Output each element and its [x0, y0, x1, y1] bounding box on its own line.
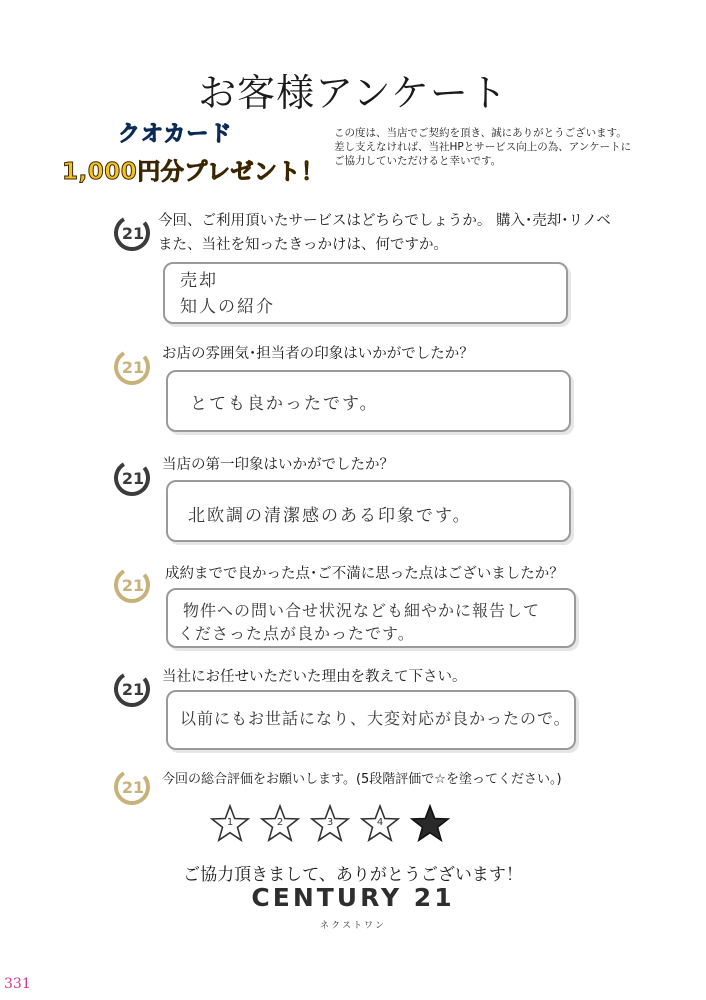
answer-1-line1: 売却 [180, 271, 218, 291]
answer-3: 北欧調の清潔感のある印象です。 [188, 506, 472, 526]
star-4[interactable] [360, 804, 400, 844]
rating-question: 今回の総合評価をお願いします。(5段階評価で☆を塗ってください。) [162, 772, 562, 787]
badge-label: 21 [121, 576, 145, 595]
badge-label: 21 [121, 680, 145, 699]
answer-4-line2: くださった点が良かったです。 [178, 624, 415, 643]
intro-line: 差し支えなければ、当社HPとサービス向上の為、アンケートに [334, 141, 632, 153]
survey-title: お客様アンケート [198, 71, 508, 115]
century21-logo-icon [113, 214, 151, 252]
question-1-line1: 今回、ご利用頂いたサービスはどちらでしょうか。 購入･売却･リノベ [158, 213, 611, 229]
thanks-message: ご協力頂きまして、ありがとうございます！ [183, 865, 523, 885]
answer-5: 以前にもお世話になり、大変対応が良かったので。 [180, 709, 571, 728]
star-filled-icon [410, 804, 450, 844]
badge-label: 21 [121, 358, 145, 377]
star-rating [210, 804, 450, 844]
century21-logo-icon [113, 768, 151, 806]
century21-logo-icon [113, 459, 151, 497]
star-number: 3 [326, 817, 334, 828]
intro-text [334, 126, 686, 168]
answer-2: とても良かったです。 [190, 394, 379, 414]
promo-quo-card: クオカード [118, 122, 233, 147]
star-number: 2 [276, 817, 284, 828]
brand-subtitle: ネクストワン [320, 921, 386, 931]
star-2[interactable] [260, 804, 300, 844]
answer-4-line1: 物件への問い合せ状況なども細やかに報告して [183, 601, 541, 620]
badge-label: 21 [121, 778, 145, 797]
page-number: 331 [4, 976, 31, 992]
question-1-line2: また、当社を知ったきっかけは、何ですか。 [158, 237, 448, 253]
answer-1-line2: 知人の紹介 [180, 297, 275, 317]
century21-logo-icon [113, 670, 151, 708]
star-number: 1 [226, 817, 234, 828]
star-3[interactable] [310, 804, 350, 844]
century21-logo-icon [113, 348, 151, 386]
question-4: 成約までで良かった点･ご不満に思った点はございましたか？ [165, 566, 564, 582]
promo-present: 1,000円分プレゼント！ [62, 159, 325, 185]
century21-logo-icon [113, 566, 151, 604]
star-number: 4 [376, 817, 384, 828]
question-2: お店の雰囲気･担当者の印象はいかがでしたか？ [162, 346, 474, 362]
question-5: 当社にお任せいただいた理由を教えて下さい。 [162, 669, 467, 685]
star-5[interactable] [410, 804, 450, 844]
question-3: 当店の第一印象はいかがでしたか？ [162, 457, 394, 473]
intro-line: ご協力していただけると幸いです。 [334, 155, 502, 167]
star-1[interactable] [210, 804, 250, 844]
badge-label: 21 [121, 224, 145, 243]
brand-logo: CENTURY 21 [251, 883, 455, 912]
intro-line: この度は、当店でご契約を頂き、誠にありがとうございます。 [334, 127, 627, 139]
badge-label: 21 [121, 469, 145, 488]
